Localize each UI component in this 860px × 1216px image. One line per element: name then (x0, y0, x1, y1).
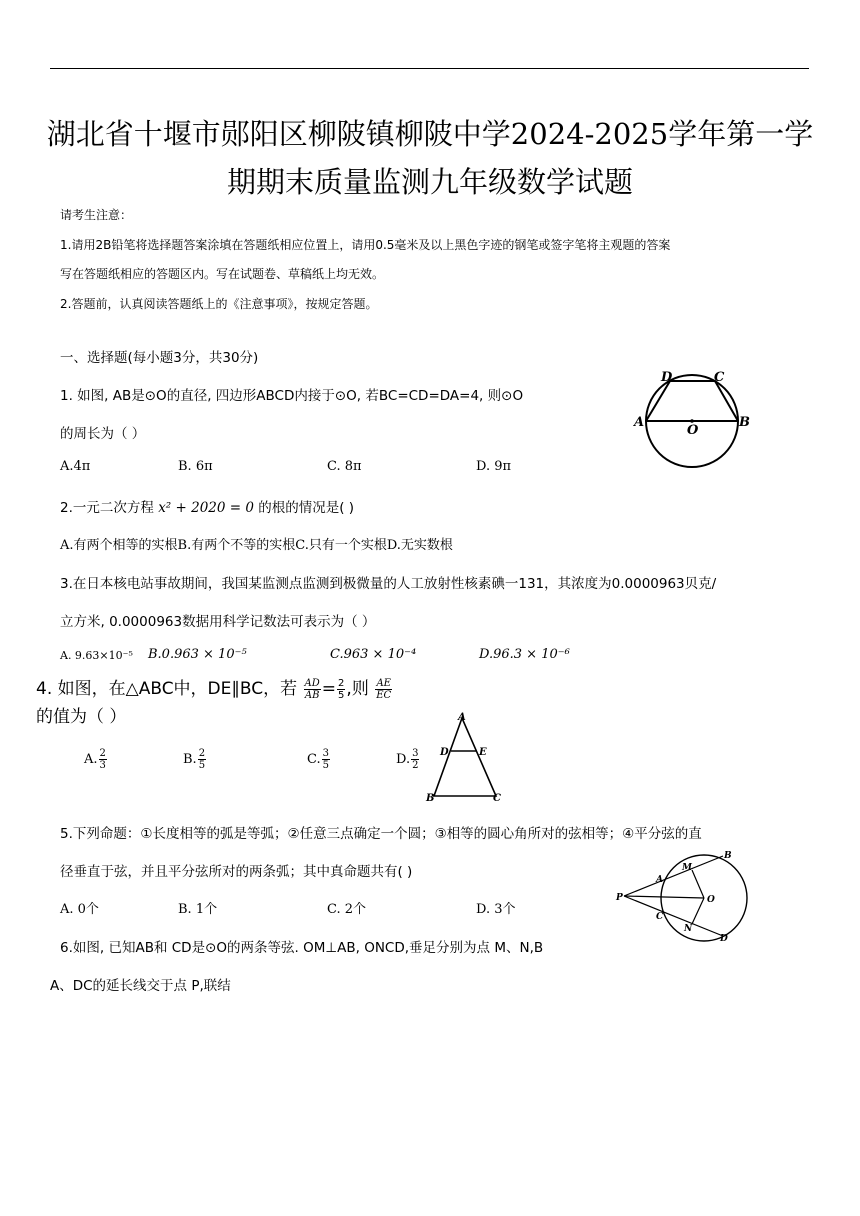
page-title-line1: 湖北省十堰市郧阳区柳陂镇柳陂中学2024-2025学年第一学 (46, 117, 814, 151)
q1-option-b: B. 6π (178, 459, 213, 474)
q6-line-pb (624, 856, 723, 896)
q4-line2: 的值为（ ） (36, 707, 127, 727)
q1-label-d: D (661, 370, 673, 385)
q5-label-d: D (720, 934, 728, 944)
q3-option-d: D.96.3 × 10⁻⁶ (479, 647, 570, 662)
q4-triangle-figure (422, 710, 508, 806)
q2-stem (60, 496, 354, 516)
section-heading: 一、选择题(每小题3分，共30分) (60, 350, 259, 366)
q4-label-c: C (493, 793, 501, 804)
q5-option-d: D. 3个 (476, 902, 516, 917)
notice-item1-line1: 1.请用2B铅笔将选择题答案涂填在答题纸相应位置上，请用0.5毫米及以上黑色字迹的钢笔或签字笔将主观题的答案 (60, 238, 671, 252)
q4-fraction-ae-ec: $\frac{AE}{EC}$ (376, 677, 392, 701)
q1-option-a: A.4π (60, 459, 91, 474)
q4-label-a: A (458, 712, 466, 723)
q1-line1: 1. 如图, AB是⊙O的直径, 四边形ABCD内接于⊙O, 若BC=CD=DA=4, 则⊙O (60, 388, 524, 404)
q5-label-n: N (684, 924, 693, 934)
q2-options: A.有两个相等的实根B.有两个不等的实根C.只有一个实根D.无实数根 (60, 538, 453, 553)
q6-line-on (692, 898, 704, 924)
q1-option-d: D. 9π (476, 459, 512, 474)
q4-option-d: D. $\frac{3}{2}$ (396, 748, 419, 771)
q2-prefix: 2.一元二次方程 (60, 500, 154, 516)
q3-line1: 3.在日本核电站事故期间，我国某监测点监测到极微量的人工放射性核素碘一131，其浓度为0.0000963贝克/ (60, 576, 717, 592)
q1-line2: 的周长为（ ） (60, 426, 146, 442)
q5-label-p: P (616, 893, 623, 903)
q6-line1: 6.如图, 已知AB和 CD是⊙O的两条等弦. OM⊥AB, ONCD,垂足分别为点 M、N,B (60, 940, 544, 956)
q6-line2: A、DC的延长线交于点 P,联结 (50, 978, 231, 994)
q1-label-c: C (714, 370, 725, 385)
q4-option-c: C. $\frac{3}{5}$ (307, 748, 329, 771)
q5-line1: 5.下列命题：①长度相等的弧是等弧；②任意三点确定一个圆；③相等的圆心角所对的弦相等；④平分弦的直 (60, 826, 702, 842)
notice-heading: 请考生注意： (60, 208, 133, 222)
q4-equals: = (321, 679, 337, 699)
q1-label-b: B (739, 415, 750, 430)
q5-option-b: B. 1个 (178, 902, 218, 917)
q4-prefix: 4. 如图，在△ABC中，DE∥BC，若 (36, 679, 298, 699)
q2-suffix: 的根的情况是( ) (258, 500, 355, 516)
q4-stem (36, 674, 393, 701)
q5-option-c: C. 2个 (327, 902, 367, 917)
q1-option-c: C. 8π (327, 459, 362, 474)
q4-option-b: B. $\frac{2}{5}$ (183, 748, 206, 771)
q5-line2: 径垂直于弦，并且平分弦所对的两条弧；其中真命题共有( ) (60, 864, 413, 880)
q5-label-a: A (656, 875, 663, 885)
q1-label-a: A (634, 415, 645, 430)
top-rule (50, 68, 809, 69)
q2-equation: x² + 2020 = 0 (158, 500, 254, 516)
q4-label-d: D (440, 747, 449, 758)
q6-line-po (624, 896, 704, 898)
q4-label-e: E (479, 747, 487, 758)
q3-option-a: A. 9.63×10⁻⁵ (60, 649, 133, 662)
q5-option-a: A. 0个 (60, 902, 99, 917)
q3-option-b: B.0.963 × 10⁻⁵ (148, 647, 247, 662)
q4-option-a: A. $\frac{2}{3}$ (84, 748, 106, 771)
q4-label-b: B (426, 793, 435, 804)
q4-fraction-ad-ab: $\frac{AD}{AB}$ (304, 677, 320, 701)
q5-label-b: B (724, 851, 732, 861)
q3-line2: 立方米, 0.0000963数据用科学记数法可表示为（ ） (60, 614, 376, 630)
q4-mid: ,则 (346, 679, 369, 699)
q5-label-c: C (656, 912, 664, 922)
q3-option-c: C.963 × 10⁻⁴ (330, 647, 417, 662)
q6-line-om (692, 870, 704, 898)
q5-label-m: M (682, 863, 692, 873)
q5-label-o: O (707, 895, 715, 905)
q5-circle-figure (612, 848, 752, 944)
notice-item1-line2: 写在答题纸相应的答题区内。写在试题卷、草稿纸上均无效。 (60, 267, 385, 281)
q4-fraction-given: $\frac{2}{5}$ (338, 677, 345, 701)
q1-label-o: O (687, 423, 699, 438)
notice-item2: 2.答题前，认真阅读答题纸上的《注意事项》，按规定答题。 (60, 297, 378, 311)
q1-circle-figure (630, 366, 755, 472)
page-title-line2: 期期末质量监测九年级数学试题 (226, 165, 633, 199)
